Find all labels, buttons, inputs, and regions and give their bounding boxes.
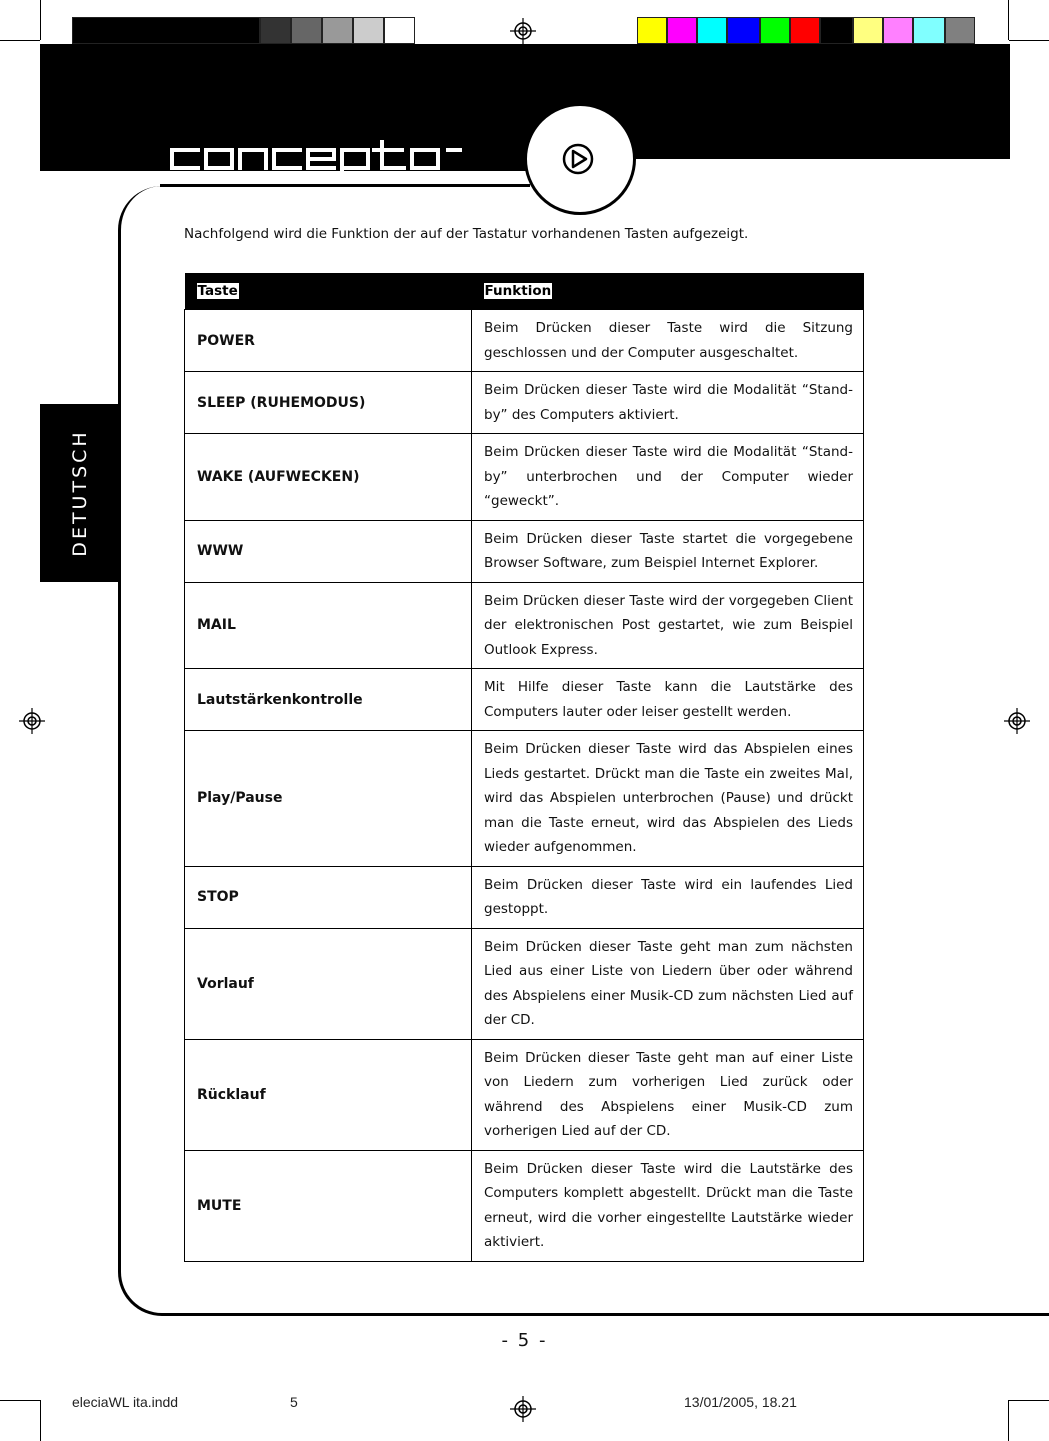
slug-timestamp: 13/01/2005, 18.21 [684, 1394, 797, 1410]
intro-text: Nachfolgend wird die Funktion der auf der Tastatur vorhandenen Tasten aufgezeigt. [184, 226, 749, 242]
function-cell: Beim Drücken dieser Taste geht man zum nächsten Lied aus einer Liste von Liedern über oder während des Abspielens einer Musik-CD zum nächsten Lied auf der CD. [472, 928, 864, 1039]
registration-mark-icon [510, 1396, 536, 1422]
key-cell: SLEEP (RUHEMODUS) [185, 372, 472, 434]
key-cell: MUTE [185, 1150, 472, 1261]
table-row [185, 1039, 864, 1150]
table-row [185, 669, 864, 731]
table-row [185, 372, 864, 434]
key-function-table [184, 273, 864, 1262]
key-cell: Vorlauf [185, 928, 472, 1039]
crop-mark [1009, 40, 1049, 41]
swatch [853, 17, 883, 44]
crop-mark [1008, 1400, 1009, 1441]
table-row [185, 310, 864, 372]
key-cell: POWER [185, 310, 472, 372]
function-cell: Beim Drücken dieser Taste geht man auf einer Liste von Liedern zum vorherigen Lied zurück oder während des Abspielens einer Musik-CD zum vorherigen Lied auf der CD. [472, 1039, 864, 1150]
slug-filename: eleciaWL ita.indd [72, 1394, 179, 1410]
swatch [260, 17, 291, 44]
swatch [291, 17, 322, 44]
swatch [727, 17, 760, 44]
key-cell: STOP [185, 866, 472, 928]
crop-mark [0, 40, 40, 41]
swatch [913, 17, 945, 44]
swatch [697, 17, 727, 44]
concepto-logo [168, 138, 528, 180]
crop-mark [1008, 0, 1009, 40]
table-row [185, 434, 864, 521]
crop-mark [0, 1400, 40, 1401]
table-row [185, 1150, 864, 1261]
key-cell: Rücklauf [185, 1039, 472, 1150]
function-cell: Beim Drücken dieser Taste wird ein laufendes Lied gestoppt. [472, 866, 864, 928]
page-number: - 5 - [501, 1330, 548, 1351]
function-cell: Mit Hilfe dieser Taste kann die Lautstärke des Computers lauter oder leiser gestellt werden. [472, 669, 864, 731]
table-header-row [185, 273, 864, 310]
crop-mark [40, 0, 41, 40]
crop-mark [1009, 1400, 1049, 1401]
function-cell: Beim Drücken dieser Taste wird die Modalität “Stand-by” des Computers aktiviert. [472, 372, 864, 434]
function-cell: Beim Drücken dieser Taste wird das Abspielen eines Lieds gestartet. Drückt man die Taste ein zweites Mal, wird das Abspielen unterbrochen (Pause) und drückt man die Taste erneut, wird das Abspielen des Lieds wieder aufgenommen. [472, 731, 864, 867]
function-cell: Beim Drücken dieser Taste wird die Lautstärke des Computers komplett abgestellt. Drückt man die Taste erneut, wird die vorher eingestellte Lautstärke wieder aktiviert. [472, 1150, 864, 1261]
table-row [185, 928, 864, 1039]
swatch [353, 17, 384, 44]
table-row [185, 582, 864, 669]
slug-page: 5 [290, 1394, 298, 1410]
key-cell: Play/Pause [185, 731, 472, 867]
table-row [185, 731, 864, 867]
column-header-function: Funktion [472, 273, 864, 310]
swatch [384, 17, 415, 44]
play-icon [561, 142, 595, 176]
swatch [820, 17, 853, 44]
function-cell: Beim Drücken dieser Taste wird der vorgegeben Client der elektronischen Post gestartet, wie zum Beispiel Outlook Express. [472, 582, 864, 669]
language-tab-label: DETUTSCH [69, 429, 91, 557]
swatch [667, 17, 697, 44]
key-cell: WAKE (AUFWECKEN) [185, 434, 472, 521]
crop-mark [40, 1400, 41, 1441]
swatch [322, 17, 353, 44]
function-cell: Beim Drücken dieser Taste wird die Sitzung geschlossen und der Computer ausgeschaltet. [472, 310, 864, 372]
column-header-key: Taste [185, 273, 472, 310]
function-cell: Beim Drücken dieser Taste startet die vorgegebene Browser Software, zum Beispiel Internet Explorer. [472, 520, 864, 582]
frame-top-line [160, 184, 530, 187]
swatch [72, 17, 260, 44]
swatch [883, 17, 913, 44]
registration-mark-icon [19, 708, 45, 734]
key-cell: WWW [185, 520, 472, 582]
table-row [185, 866, 864, 928]
swatch [760, 17, 790, 44]
key-cell: Lautstärkenkontrolle [185, 669, 472, 731]
swatch [790, 17, 820, 44]
swatch [945, 17, 975, 44]
key-cell: MAIL [185, 582, 472, 669]
table-row [185, 520, 864, 582]
swatch [637, 17, 667, 44]
registration-mark-icon [510, 18, 536, 44]
function-cell: Beim Drücken dieser Taste wird die Modalität “Stand-by” unterbrochen und der Computer wieder “geweckt”. [472, 434, 864, 521]
